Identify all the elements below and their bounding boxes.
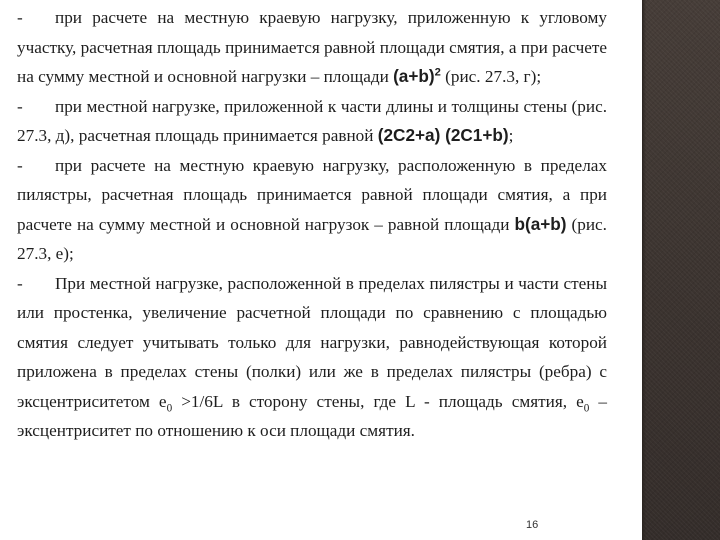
list-item	[17, 3, 607, 92]
item-text: при местной нагрузке, приложенной к части длины и толщины стены (рис. 27.3, д), расчетная площадь принимается равной	[17, 96, 607, 145]
formula-b-a-plus-b: b(a+b)	[514, 213, 567, 234]
list-dash: -	[17, 155, 23, 175]
formula-a-plus-b: (a+b)	[393, 66, 435, 86]
decorative-side-panel	[642, 0, 720, 540]
item-text: – эксцентриситет по отношению к оси площади смятия.	[17, 391, 607, 440]
page-number: 16	[526, 519, 539, 531]
item-text: (рис. 27.3, е);	[17, 214, 607, 263]
body-text	[17, 3, 607, 446]
list-item	[17, 151, 607, 269]
list-item	[17, 92, 607, 151]
list-dash: -	[17, 273, 23, 293]
list-dash: -	[17, 96, 23, 116]
item-text: При местной нагрузке, расположенной в пределах пилястры и части стены или простенка, увеличение расчетной площади по сравнению с площадью смятия следует учитывать только для нагрузки, равнодействующая которой приложена в пределах стены (полки) или же в пределах пилястры (ребра) с эксцентриситетом е	[17, 273, 607, 411]
item-text: >1/6L в сторону стены, где L - площадь смятия, е	[172, 391, 584, 411]
subscript-zero: 0	[583, 401, 590, 414]
item-text: ;	[508, 126, 514, 145]
item-text: (рис. 27.3, г);	[440, 67, 542, 86]
subscript-zero: 0	[166, 401, 173, 414]
formula-2c2-a-2c1-b: (2C2+a) (2C1+b)	[377, 125, 509, 145]
item-text: при расчете на местную краевую нагрузку, приложенную к угловому участку, расчетная площадь принимается равной площади смятия, а при расчете на сумму местной и основной нагрузки – площади	[17, 8, 607, 86]
formula-exponent: 2	[434, 66, 441, 79]
list-dash: -	[17, 8, 23, 27]
item-text: при расчете на местную краевую нагрузку, расположенную в пределах пилястры, расчетная площадь принимается равной площади смятия, а при расчете на сумму местной и основной нагрузок – равной площади	[17, 155, 607, 234]
list-item	[17, 269, 607, 446]
